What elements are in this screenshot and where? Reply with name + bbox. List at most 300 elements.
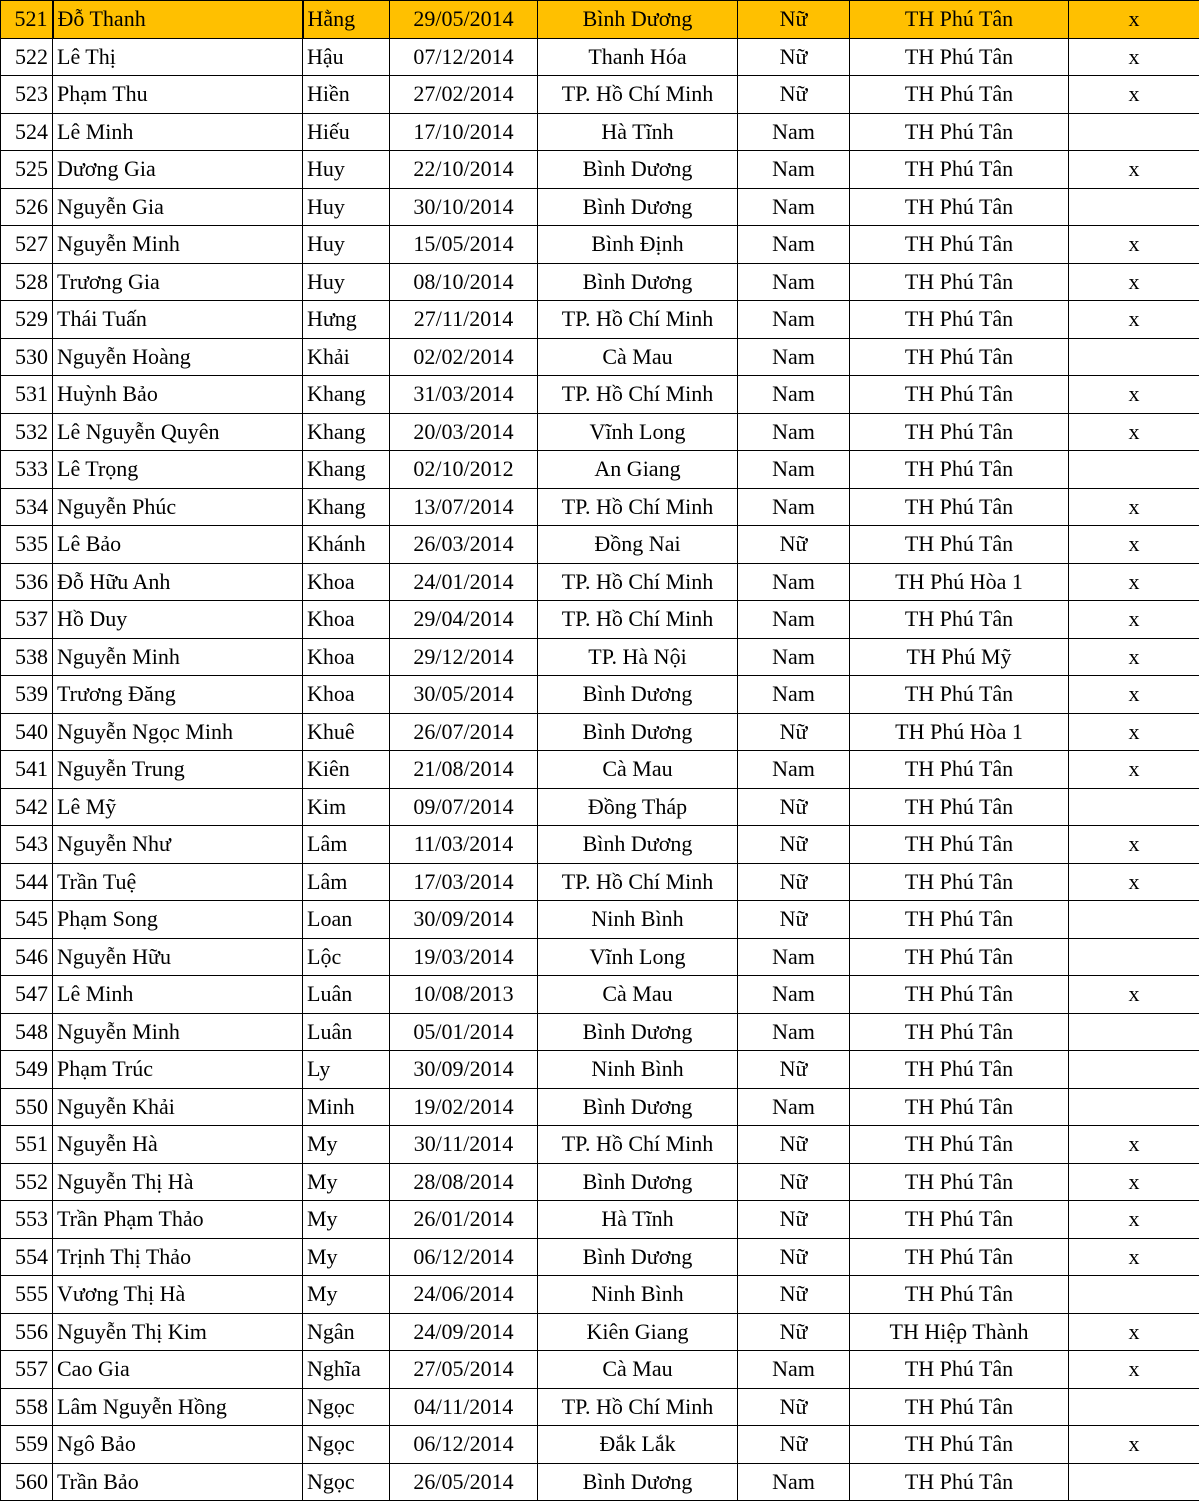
- birth-place-cell[interactable]: An Giang: [538, 451, 738, 489]
- school-cell[interactable]: TH Phú Tân: [850, 338, 1069, 376]
- gender-cell[interactable]: Nữ: [738, 1, 850, 39]
- gender-cell[interactable]: Nữ: [738, 826, 850, 864]
- school-cell[interactable]: TH Phú Tân: [850, 451, 1069, 489]
- given-name-cell[interactable]: Ly: [303, 1051, 390, 1089]
- school-cell[interactable]: TH Phú Tân: [850, 1051, 1069, 1089]
- surname-cell[interactable]: Lê Bảo: [53, 526, 303, 564]
- given-name-cell[interactable]: Nghĩa: [303, 1351, 390, 1389]
- school-cell[interactable]: TH Phú Tân: [850, 526, 1069, 564]
- row-number-cell[interactable]: 530: [1, 338, 53, 376]
- table-row[interactable]: [1, 601, 1199, 639]
- table-row[interactable]: [1, 1276, 1199, 1314]
- birth-date-cell[interactable]: 30/09/2014: [390, 901, 538, 939]
- surname-cell[interactable]: Nguyễn Thị Kim: [53, 1313, 303, 1351]
- surname-cell[interactable]: Cao Gia: [53, 1351, 303, 1389]
- birth-place-cell[interactable]: Cà Mau: [538, 751, 738, 789]
- gender-cell[interactable]: Nam: [738, 413, 850, 451]
- mark-cell[interactable]: x: [1069, 1163, 1199, 1201]
- surname-cell[interactable]: Ngô Bảo: [53, 1426, 303, 1464]
- birth-date-cell[interactable]: 30/11/2014: [390, 1126, 538, 1164]
- given-name-cell[interactable]: Ngân: [303, 1313, 390, 1351]
- table-row[interactable]: [1, 1351, 1199, 1389]
- mark-cell[interactable]: x: [1069, 976, 1199, 1014]
- given-name-cell[interactable]: Huy: [303, 226, 390, 264]
- surname-cell[interactable]: Vương Thị Hà: [53, 1276, 303, 1314]
- row-number-cell[interactable]: 546: [1, 938, 53, 976]
- school-cell[interactable]: TH Phú Hòa 1: [850, 713, 1069, 751]
- birth-place-cell[interactable]: Ninh Bình: [538, 1051, 738, 1089]
- table-row[interactable]: [1, 1238, 1199, 1276]
- birth-date-cell[interactable]: 30/09/2014: [390, 1051, 538, 1089]
- row-number-cell[interactable]: 528: [1, 263, 53, 301]
- surname-cell[interactable]: Nguyễn Minh: [53, 638, 303, 676]
- surname-cell[interactable]: Nguyễn Hữu: [53, 938, 303, 976]
- row-number-cell[interactable]: 547: [1, 976, 53, 1014]
- gender-cell[interactable]: Nam: [738, 638, 850, 676]
- surname-cell[interactable]: Trần Phạm Thảo: [53, 1201, 303, 1239]
- row-number-cell[interactable]: 559: [1, 1426, 53, 1464]
- birth-date-cell[interactable]: 30/05/2014: [390, 676, 538, 714]
- school-cell[interactable]: TH Phú Mỹ: [850, 638, 1069, 676]
- birth-date-cell[interactable]: 26/03/2014: [390, 526, 538, 564]
- surname-cell[interactable]: Phạm Thu: [53, 76, 303, 114]
- given-name-cell[interactable]: Hằng: [303, 1, 390, 39]
- surname-cell[interactable]: Thái Tuấn: [53, 301, 303, 339]
- surname-cell[interactable]: Lê Mỹ: [53, 788, 303, 826]
- row-number-cell[interactable]: 531: [1, 376, 53, 414]
- surname-cell[interactable]: Lê Minh: [53, 113, 303, 151]
- birth-date-cell[interactable]: 09/07/2014: [390, 788, 538, 826]
- birth-place-cell[interactable]: TP. Hồ Chí Minh: [538, 1388, 738, 1426]
- school-cell[interactable]: TH Phú Tân: [850, 1163, 1069, 1201]
- birth-date-cell[interactable]: 24/06/2014: [390, 1276, 538, 1314]
- surname-cell[interactable]: Phạm Trúc: [53, 1051, 303, 1089]
- given-name-cell[interactable]: Khoa: [303, 563, 390, 601]
- surname-cell[interactable]: Hồ Duy: [53, 601, 303, 639]
- gender-cell[interactable]: Nam: [738, 563, 850, 601]
- row-number-cell[interactable]: 551: [1, 1126, 53, 1164]
- birth-date-cell[interactable]: 11/03/2014: [390, 826, 538, 864]
- mark-cell[interactable]: [1069, 1388, 1199, 1426]
- mark-cell[interactable]: x: [1069, 563, 1199, 601]
- given-name-cell[interactable]: My: [303, 1276, 390, 1314]
- birth-date-cell[interactable]: 13/07/2014: [390, 488, 538, 526]
- gender-cell[interactable]: Nữ: [738, 1313, 850, 1351]
- table-row[interactable]: [1, 263, 1199, 301]
- mark-cell[interactable]: x: [1069, 713, 1199, 751]
- gender-cell[interactable]: Nữ: [738, 863, 850, 901]
- birth-date-cell[interactable]: 29/04/2014: [390, 601, 538, 639]
- school-cell[interactable]: TH Phú Tân: [850, 1201, 1069, 1239]
- gender-cell[interactable]: Nam: [738, 338, 850, 376]
- school-cell[interactable]: TH Phú Tân: [850, 1126, 1069, 1164]
- surname-cell[interactable]: Dương Gia: [53, 151, 303, 189]
- given-name-cell[interactable]: Khoa: [303, 638, 390, 676]
- birth-place-cell[interactable]: TP. Hồ Chí Minh: [538, 601, 738, 639]
- mark-cell[interactable]: x: [1069, 413, 1199, 451]
- mark-cell[interactable]: x: [1069, 1201, 1199, 1239]
- mark-cell[interactable]: x: [1069, 601, 1199, 639]
- gender-cell[interactable]: Nam: [738, 601, 850, 639]
- row-number-cell[interactable]: 524: [1, 113, 53, 151]
- birth-place-cell[interactable]: Kiên Giang: [538, 1313, 738, 1351]
- gender-cell[interactable]: Nam: [738, 301, 850, 339]
- surname-cell[interactable]: Lê Minh: [53, 976, 303, 1014]
- surname-cell[interactable]: Đỗ Hữu Anh: [53, 563, 303, 601]
- school-cell[interactable]: TH Phú Tân: [850, 488, 1069, 526]
- school-cell[interactable]: TH Phú Tân: [850, 788, 1069, 826]
- table-row[interactable]: [1, 901, 1199, 939]
- surname-cell[interactable]: Phạm Song: [53, 901, 303, 939]
- birth-place-cell[interactable]: Hà Tĩnh: [538, 1201, 738, 1239]
- gender-cell[interactable]: Nữ: [738, 1276, 850, 1314]
- table-row[interactable]: [1, 413, 1199, 451]
- table-row[interactable]: [1, 1013, 1199, 1051]
- birth-place-cell[interactable]: Bình Dương: [538, 1088, 738, 1126]
- surname-cell[interactable]: Trương Gia: [53, 263, 303, 301]
- given-name-cell[interactable]: Khoa: [303, 676, 390, 714]
- birth-place-cell[interactable]: Thanh Hóa: [538, 38, 738, 76]
- gender-cell[interactable]: Nam: [738, 188, 850, 226]
- given-name-cell[interactable]: Huy: [303, 263, 390, 301]
- table-row[interactable]: [1, 1388, 1199, 1426]
- gender-cell[interactable]: Nữ: [738, 1201, 850, 1239]
- birth-date-cell[interactable]: 10/08/2013: [390, 976, 538, 1014]
- gender-cell[interactable]: Nữ: [738, 1388, 850, 1426]
- gender-cell[interactable]: Nam: [738, 938, 850, 976]
- mark-cell[interactable]: x: [1069, 863, 1199, 901]
- table-row[interactable]: [1, 976, 1199, 1014]
- mark-cell[interactable]: x: [1069, 1351, 1199, 1389]
- given-name-cell[interactable]: Hiền: [303, 76, 390, 114]
- given-name-cell[interactable]: Khuê: [303, 713, 390, 751]
- surname-cell[interactable]: Nguyễn Như: [53, 826, 303, 864]
- table-row[interactable]: [1, 1463, 1199, 1501]
- mark-cell[interactable]: [1069, 901, 1199, 939]
- row-number-cell[interactable]: 539: [1, 676, 53, 714]
- school-cell[interactable]: TH Phú Tân: [850, 1238, 1069, 1276]
- birth-date-cell[interactable]: 02/02/2014: [390, 338, 538, 376]
- birth-place-cell[interactable]: Bình Dương: [538, 263, 738, 301]
- birth-place-cell[interactable]: Bình Dương: [538, 1463, 738, 1501]
- school-cell[interactable]: TH Phú Tân: [850, 863, 1069, 901]
- birth-place-cell[interactable]: TP. Hà Nội: [538, 638, 738, 676]
- gender-cell[interactable]: Nam: [738, 151, 850, 189]
- school-cell[interactable]: TH Phú Tân: [850, 376, 1069, 414]
- school-cell[interactable]: TH Phú Tân: [850, 826, 1069, 864]
- given-name-cell[interactable]: Lâm: [303, 826, 390, 864]
- given-name-cell[interactable]: Khánh: [303, 526, 390, 564]
- row-number-cell[interactable]: 523: [1, 76, 53, 114]
- birth-place-cell[interactable]: Bình Dương: [538, 151, 738, 189]
- birth-place-cell[interactable]: Cà Mau: [538, 976, 738, 1014]
- mark-cell[interactable]: x: [1069, 638, 1199, 676]
- birth-place-cell[interactable]: Cà Mau: [538, 1351, 738, 1389]
- row-number-cell[interactable]: 521: [1, 1, 53, 39]
- birth-place-cell[interactable]: Bình Dương: [538, 826, 738, 864]
- row-number-cell[interactable]: 555: [1, 1276, 53, 1314]
- birth-date-cell[interactable]: 31/03/2014: [390, 376, 538, 414]
- given-name-cell[interactable]: My: [303, 1201, 390, 1239]
- mark-cell[interactable]: x: [1069, 376, 1199, 414]
- school-cell[interactable]: TH Phú Tân: [850, 113, 1069, 151]
- row-number-cell[interactable]: 557: [1, 1351, 53, 1389]
- gender-cell[interactable]: Nữ: [738, 526, 850, 564]
- mark-cell[interactable]: x: [1069, 676, 1199, 714]
- gender-cell[interactable]: Nữ: [738, 713, 850, 751]
- birth-date-cell[interactable]: 19/03/2014: [390, 938, 538, 976]
- given-name-cell[interactable]: Khang: [303, 451, 390, 489]
- surname-cell[interactable]: Lê Nguyễn Quyên: [53, 413, 303, 451]
- birth-date-cell[interactable]: 22/10/2014: [390, 151, 538, 189]
- given-name-cell[interactable]: Loan: [303, 901, 390, 939]
- table-row[interactable]: [1, 151, 1199, 189]
- row-number-cell[interactable]: 532: [1, 413, 53, 451]
- surname-cell[interactable]: Trịnh Thị Thảo: [53, 1238, 303, 1276]
- mark-cell[interactable]: [1069, 1463, 1199, 1501]
- row-number-cell[interactable]: 538: [1, 638, 53, 676]
- mark-cell[interactable]: x: [1069, 1, 1199, 39]
- birth-date-cell[interactable]: 17/10/2014: [390, 113, 538, 151]
- gender-cell[interactable]: Nam: [738, 676, 850, 714]
- given-name-cell[interactable]: My: [303, 1126, 390, 1164]
- school-cell[interactable]: TH Phú Tân: [850, 38, 1069, 76]
- mark-cell[interactable]: [1069, 1276, 1199, 1314]
- given-name-cell[interactable]: Kiên: [303, 751, 390, 789]
- school-cell[interactable]: TH Phú Tân: [850, 938, 1069, 976]
- mark-cell[interactable]: x: [1069, 1426, 1199, 1464]
- school-cell[interactable]: TH Phú Tân: [850, 1088, 1069, 1126]
- given-name-cell[interactable]: Ngọc: [303, 1426, 390, 1464]
- gender-cell[interactable]: Nam: [738, 376, 850, 414]
- mark-cell[interactable]: x: [1069, 751, 1199, 789]
- gender-cell[interactable]: Nữ: [738, 1051, 850, 1089]
- given-name-cell[interactable]: Huy: [303, 151, 390, 189]
- school-cell[interactable]: TH Phú Tân: [850, 413, 1069, 451]
- gender-cell[interactable]: Nam: [738, 1013, 850, 1051]
- school-cell[interactable]: TH Phú Tân: [850, 601, 1069, 639]
- table-row[interactable]: [1, 1163, 1199, 1201]
- gender-cell[interactable]: Nữ: [738, 38, 850, 76]
- birth-date-cell[interactable]: 24/01/2014: [390, 563, 538, 601]
- gender-cell[interactable]: Nữ: [738, 901, 850, 939]
- table-row[interactable]: [1, 1313, 1199, 1351]
- gender-cell[interactable]: Nữ: [738, 76, 850, 114]
- given-name-cell[interactable]: Khải: [303, 338, 390, 376]
- birth-place-cell[interactable]: Bình Dương: [538, 1, 738, 39]
- table-row[interactable]: [1, 1126, 1199, 1164]
- given-name-cell[interactable]: Hiếu: [303, 113, 390, 151]
- table-row[interactable]: [1, 451, 1199, 489]
- row-number-cell[interactable]: 554: [1, 1238, 53, 1276]
- mark-cell[interactable]: x: [1069, 76, 1199, 114]
- mark-cell[interactable]: x: [1069, 826, 1199, 864]
- given-name-cell[interactable]: Khang: [303, 488, 390, 526]
- school-cell[interactable]: TH Phú Tân: [850, 226, 1069, 264]
- surname-cell[interactable]: Nguyễn Khải: [53, 1088, 303, 1126]
- birth-place-cell[interactable]: Cà Mau: [538, 338, 738, 376]
- gender-cell[interactable]: Nam: [738, 1463, 850, 1501]
- given-name-cell[interactable]: Ngọc: [303, 1388, 390, 1426]
- school-cell[interactable]: TH Phú Tân: [850, 1, 1069, 39]
- school-cell[interactable]: TH Phú Tân: [850, 151, 1069, 189]
- row-number-cell[interactable]: 534: [1, 488, 53, 526]
- table-row[interactable]: [1, 676, 1199, 714]
- table-row[interactable]: [1, 751, 1199, 789]
- surname-cell[interactable]: Trần Tuệ: [53, 863, 303, 901]
- row-number-cell[interactable]: 526: [1, 188, 53, 226]
- table-row[interactable]: [1, 563, 1199, 601]
- row-number-cell[interactable]: 560: [1, 1463, 53, 1501]
- birth-place-cell[interactable]: Ninh Bình: [538, 1276, 738, 1314]
- school-cell[interactable]: TH Hiệp Thành: [850, 1313, 1069, 1351]
- mark-cell[interactable]: [1069, 451, 1199, 489]
- mark-cell[interactable]: [1069, 788, 1199, 826]
- given-name-cell[interactable]: Lâm: [303, 863, 390, 901]
- table-row[interactable]: [1, 1201, 1199, 1239]
- surname-cell[interactable]: Lê Thị: [53, 38, 303, 76]
- gender-cell[interactable]: Nam: [738, 113, 850, 151]
- birth-date-cell[interactable]: 06/12/2014: [390, 1238, 538, 1276]
- birth-place-cell[interactable]: TP. Hồ Chí Minh: [538, 376, 738, 414]
- birth-place-cell[interactable]: Bình Dương: [538, 188, 738, 226]
- mark-cell[interactable]: [1069, 188, 1199, 226]
- row-number-cell[interactable]: 556: [1, 1313, 53, 1351]
- table-row[interactable]: [1, 338, 1199, 376]
- table-row[interactable]: [1, 788, 1199, 826]
- row-number-cell[interactable]: 543: [1, 826, 53, 864]
- surname-cell[interactable]: Nguyễn Hoàng: [53, 338, 303, 376]
- birth-place-cell[interactable]: Vĩnh Long: [538, 413, 738, 451]
- mark-cell[interactable]: x: [1069, 263, 1199, 301]
- birth-date-cell[interactable]: 17/03/2014: [390, 863, 538, 901]
- surname-cell[interactable]: Trương Đăng: [53, 676, 303, 714]
- gender-cell[interactable]: Nam: [738, 451, 850, 489]
- birth-date-cell[interactable]: 19/02/2014: [390, 1088, 538, 1126]
- row-number-cell[interactable]: 535: [1, 526, 53, 564]
- school-cell[interactable]: TH Phú Tân: [850, 901, 1069, 939]
- row-number-cell[interactable]: 536: [1, 563, 53, 601]
- gender-cell[interactable]: Nam: [738, 1351, 850, 1389]
- school-cell[interactable]: TH Phú Tân: [850, 1388, 1069, 1426]
- birth-place-cell[interactable]: Hà Tĩnh: [538, 113, 738, 151]
- table-row[interactable]: [1, 1051, 1199, 1089]
- given-name-cell[interactable]: Hậu: [303, 38, 390, 76]
- birth-date-cell[interactable]: 29/05/2014: [390, 1, 538, 39]
- birth-place-cell[interactable]: Bình Dương: [538, 1163, 738, 1201]
- table-row[interactable]: [1, 713, 1199, 751]
- given-name-cell[interactable]: Khoa: [303, 601, 390, 639]
- school-cell[interactable]: TH Phú Tân: [850, 188, 1069, 226]
- row-number-cell[interactable]: 529: [1, 301, 53, 339]
- gender-cell[interactable]: Nữ: [738, 1126, 850, 1164]
- surname-cell[interactable]: Huỳnh Bảo: [53, 376, 303, 414]
- table-row[interactable]: [1, 638, 1199, 676]
- surname-cell[interactable]: Nguyễn Phúc: [53, 488, 303, 526]
- birth-place-cell[interactable]: Bình Dương: [538, 1013, 738, 1051]
- row-number-cell[interactable]: 553: [1, 1201, 53, 1239]
- birth-date-cell[interactable]: 26/07/2014: [390, 713, 538, 751]
- table-row[interactable]: [1, 113, 1199, 151]
- row-number-cell[interactable]: 537: [1, 601, 53, 639]
- birth-date-cell[interactable]: 20/03/2014: [390, 413, 538, 451]
- mark-cell[interactable]: [1069, 113, 1199, 151]
- school-cell[interactable]: TH Phú Tân: [850, 263, 1069, 301]
- school-cell[interactable]: TH Phú Tân: [850, 1013, 1069, 1051]
- table-row[interactable]: [1, 863, 1199, 901]
- birth-date-cell[interactable]: 27/02/2014: [390, 76, 538, 114]
- gender-cell[interactable]: Nam: [738, 751, 850, 789]
- surname-cell[interactable]: Nguyễn Minh: [53, 226, 303, 264]
- birth-date-cell[interactable]: 28/08/2014: [390, 1163, 538, 1201]
- school-cell[interactable]: TH Phú Tân: [850, 1276, 1069, 1314]
- table-row[interactable]: [1, 38, 1199, 76]
- birth-date-cell[interactable]: 08/10/2014: [390, 263, 538, 301]
- birth-date-cell[interactable]: 27/11/2014: [390, 301, 538, 339]
- row-number-cell[interactable]: 552: [1, 1163, 53, 1201]
- row-number-cell[interactable]: 542: [1, 788, 53, 826]
- birth-date-cell[interactable]: 05/01/2014: [390, 1013, 538, 1051]
- table-row[interactable]: [1, 226, 1199, 264]
- school-cell[interactable]: TH Phú Tân: [850, 676, 1069, 714]
- mark-cell[interactable]: [1069, 938, 1199, 976]
- school-cell[interactable]: TH Phú Tân: [850, 1463, 1069, 1501]
- row-number-cell[interactable]: 527: [1, 226, 53, 264]
- row-number-cell[interactable]: 522: [1, 38, 53, 76]
- given-name-cell[interactable]: Lộc: [303, 938, 390, 976]
- mark-cell[interactable]: [1069, 338, 1199, 376]
- given-name-cell[interactable]: My: [303, 1163, 390, 1201]
- birth-place-cell[interactable]: Bình Định: [538, 226, 738, 264]
- table-row[interactable]: [1, 376, 1199, 414]
- birth-date-cell[interactable]: 24/09/2014: [390, 1313, 538, 1351]
- table-row[interactable]: [1, 1088, 1199, 1126]
- gender-cell[interactable]: Nữ: [738, 1163, 850, 1201]
- birth-place-cell[interactable]: TP. Hồ Chí Minh: [538, 863, 738, 901]
- mark-cell[interactable]: x: [1069, 301, 1199, 339]
- school-cell[interactable]: TH Phú Tân: [850, 976, 1069, 1014]
- birth-place-cell[interactable]: TP. Hồ Chí Minh: [538, 301, 738, 339]
- birth-place-cell[interactable]: Bình Dương: [538, 713, 738, 751]
- birth-date-cell[interactable]: 21/08/2014: [390, 751, 538, 789]
- birth-place-cell[interactable]: Đồng Nai: [538, 526, 738, 564]
- given-name-cell[interactable]: Huy: [303, 188, 390, 226]
- school-cell[interactable]: TH Phú Hòa 1: [850, 563, 1069, 601]
- table-row[interactable]: [1, 76, 1199, 114]
- birth-date-cell[interactable]: 04/11/2014: [390, 1388, 538, 1426]
- birth-place-cell[interactable]: TP. Hồ Chí Minh: [538, 563, 738, 601]
- school-cell[interactable]: TH Phú Tân: [850, 76, 1069, 114]
- given-name-cell[interactable]: Ngọc: [303, 1463, 390, 1501]
- row-number-cell[interactable]: 545: [1, 901, 53, 939]
- mark-cell[interactable]: x: [1069, 1313, 1199, 1351]
- school-cell[interactable]: TH Phú Tân: [850, 301, 1069, 339]
- row-number-cell[interactable]: 550: [1, 1088, 53, 1126]
- birth-date-cell[interactable]: 27/05/2014: [390, 1351, 538, 1389]
- birth-date-cell[interactable]: 15/05/2014: [390, 226, 538, 264]
- mark-cell[interactable]: x: [1069, 1126, 1199, 1164]
- given-name-cell[interactable]: Minh: [303, 1088, 390, 1126]
- surname-cell[interactable]: Nguyễn Ngọc Minh: [53, 713, 303, 751]
- gender-cell[interactable]: Nam: [738, 488, 850, 526]
- birth-date-cell[interactable]: 26/05/2014: [390, 1463, 538, 1501]
- surname-cell[interactable]: Lê Trọng: [53, 451, 303, 489]
- mark-cell[interactable]: [1069, 1051, 1199, 1089]
- birth-date-cell[interactable]: 02/10/2012: [390, 451, 538, 489]
- birth-date-cell[interactable]: 06/12/2014: [390, 1426, 538, 1464]
- birth-place-cell[interactable]: TP. Hồ Chí Minh: [538, 1126, 738, 1164]
- birth-date-cell[interactable]: 26/01/2014: [390, 1201, 538, 1239]
